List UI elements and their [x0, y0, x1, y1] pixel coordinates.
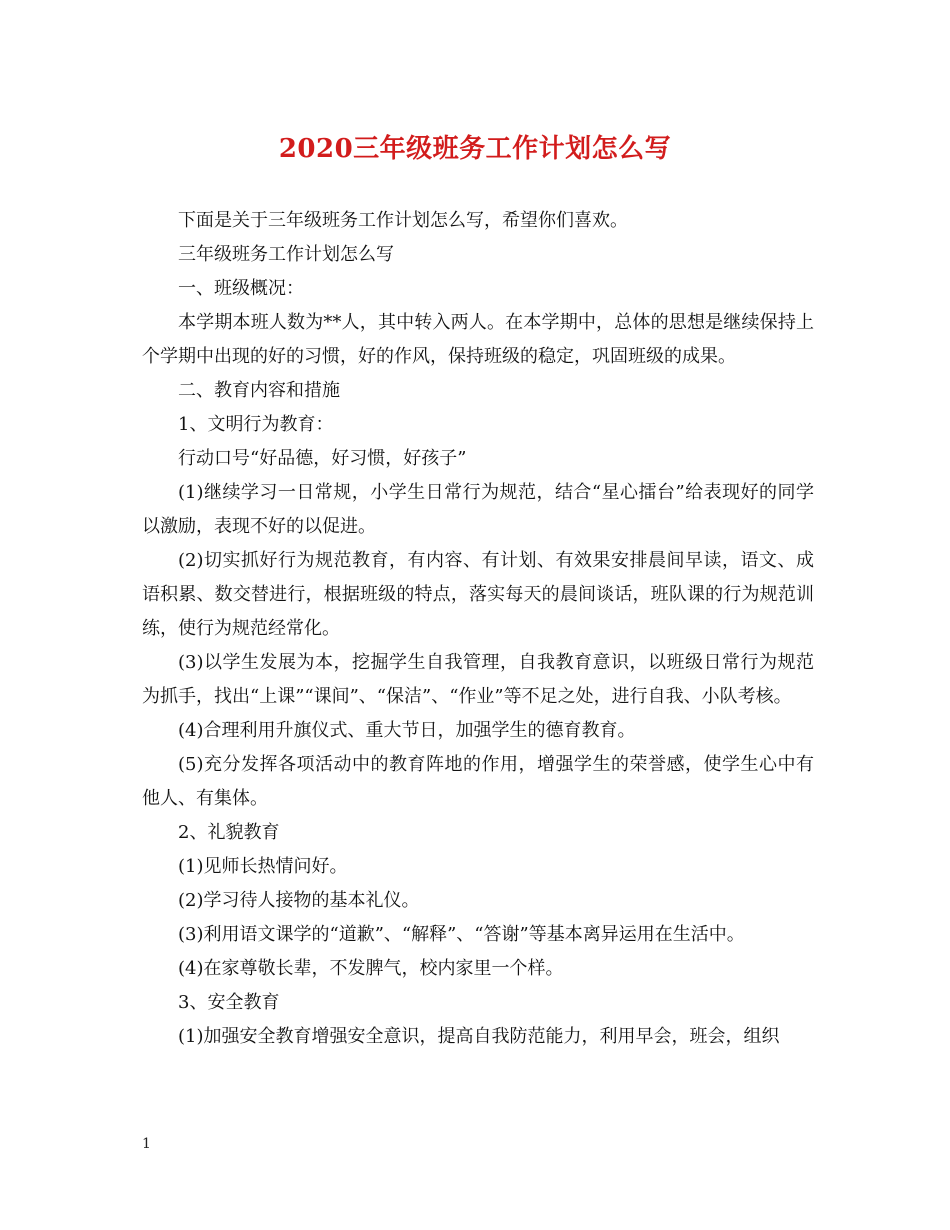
list-item: (2)学习待人接物的基本礼仪。 — [178, 890, 420, 911]
list-item: (3)以学生发展为本，挖掘学生自我管理，自我教育意识，以班级日常行为规范为抓手，找出“上课”“课间”、“保洁”、“作业”等不足之处，进行自我、小队考核。 — [142, 652, 814, 707]
document-body — [142, 204, 814, 1054]
section-heading-class-overview: 一、班级概况： — [178, 278, 304, 299]
list-item: (4)在家尊敬长辈，不发脾气，校内家里一个样。 — [178, 958, 564, 979]
subsection-heading-safety: 3、安全教育 — [178, 992, 280, 1013]
action-slogan-paragraph: 行动口号“好品德，好习惯，好孩子” — [178, 448, 467, 469]
subsection-heading-etiquette: 2、礼貌教育 — [178, 822, 280, 843]
subtitle-paragraph: 三年级班务工作计划怎么写 — [178, 244, 394, 265]
list-item: (3)利用语文课学的“道歉”、“解释”、“答谢”等基本离异运用在生活中。 — [178, 924, 745, 945]
section-heading-education-measures: 二、教育内容和措施 — [178, 380, 340, 401]
page-number: 1 — [142, 1136, 151, 1152]
list-item: (4)合理利用升旗仪式、重大节日，加强学生的德育教育。 — [178, 720, 636, 741]
intro-paragraph: 下面是关于三年级班务工作计划怎么写，希望你们喜欢。 — [178, 210, 628, 231]
class-overview-paragraph: 本学期本班人数为**人，其中转入两人。在本学期中，总体的思想是继续保持上个学期中出现的好的习惯，好的作风，保持班级的稳定，巩固班级的成果。 — [142, 312, 814, 367]
list-item: (1)继续学习一日常规，小学生日常行为规范，结合“星心擂台”给表现好的同学以激励，表现不好的以促进。 — [142, 482, 814, 537]
document-title: 2020三年级班务工作计划怎么写 — [278, 134, 672, 164]
list-item: (2)切实抓好行为规范教育，有内容、有计划、有效果安排晨间早读，语文、成语积累、数交替进行，根据班级的特点，落实每天的晨间谈话，班队课的行为规范训练，使行为规范经常化。 — [142, 550, 814, 639]
list-item: (1)见师长热情问好。 — [178, 856, 348, 877]
list-item: (5)充分发挥各项活动中的教育阵地的作用，增强学生的荣誉感，使学生心中有他人、有集体。 — [142, 754, 814, 809]
list-item: (1)加强安全教育增强安全意识，提高自我防范能力，利用早会，班会，组织 — [178, 1026, 780, 1047]
subsection-heading-civilized-behavior: 1、文明行为教育： — [178, 414, 334, 435]
